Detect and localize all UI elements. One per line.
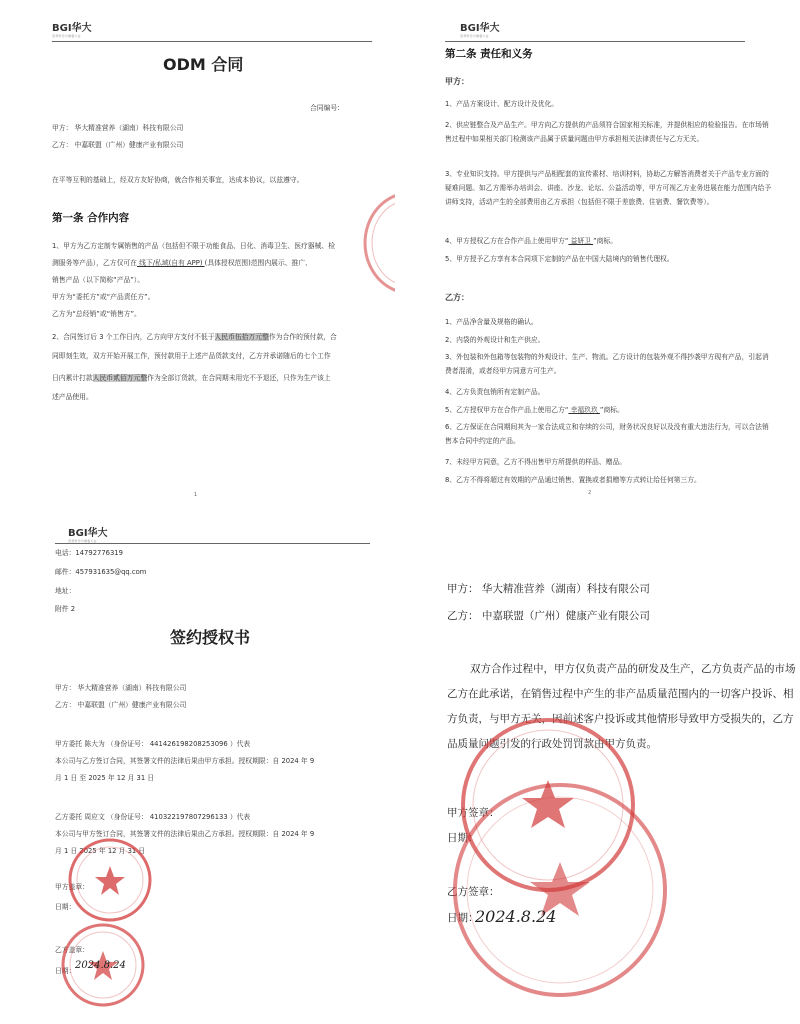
obligation-b2: 2、内袋的外观设计和生产供应。 bbox=[445, 336, 545, 344]
party-a: 甲方： 华大精准营养（湖南）科技有限公司 bbox=[55, 684, 187, 692]
phone-number: 电话：14792776319 bbox=[55, 549, 123, 557]
attachment-label: 附件 2 bbox=[55, 605, 76, 613]
obligation-a3: 3、专业知识支持。甲方提供与产品相配套的宣传素材、培训材料，协助乙方解答消费者关于产品专业方面的疑难问题。如乙方需举办培训会、讲座、沙龙、论坛、公益活动等，甲方可视乙方业务进展在能力范围内给予讲师支持，活动产生的全部费用由乙方承担（包括但不限于差旅费、住宿费、餐饮费等）。 bbox=[445, 170, 772, 206]
trademark-b: 幸福玖玖 bbox=[568, 406, 600, 414]
trademark-a: 益妍卫 bbox=[568, 237, 594, 245]
body-line: 品质量问题引发的行政处罚罚款由甲方负责。 bbox=[447, 738, 657, 750]
obligation-b8: 8、乙方不得将超过有效期的产品通过销售、置换或者捐赠等方式转让给任何第三方。 bbox=[445, 476, 701, 484]
obligation-a4 bbox=[445, 237, 617, 246]
section-heading: 第二条 责任和义务 bbox=[445, 48, 533, 60]
page-number: 1 bbox=[194, 492, 198, 498]
header-rule bbox=[55, 543, 370, 544]
paragraph-line bbox=[52, 333, 337, 342]
obligation-b1: 1、产品净含量及规格的确认。 bbox=[445, 318, 538, 326]
text-run: 日内累计打款 bbox=[52, 374, 93, 382]
party-a-seal bbox=[65, 835, 155, 925]
body-line: 乙方在此承诺，在销售过程中产生的非产品质量范围内的一切客户投诉、相 bbox=[447, 688, 794, 700]
party-a-label: 甲方： bbox=[445, 77, 469, 86]
paragraph-line: 同即刻生效，双方开始开展工作，预付款用于上述产品货款支付，乙方并承诺随后的七个工作 bbox=[52, 352, 331, 360]
text-run: 5、乙方授权甲方在合作产品上使用乙方“ bbox=[445, 406, 569, 414]
contract-number: 合同编号: bbox=[310, 104, 340, 112]
bgi-logo bbox=[68, 524, 108, 543]
seal-stamp-partial bbox=[358, 188, 395, 298]
authorization-b-line: 乙方委托 周应文 （身份证号： 410322197807296133 ）代表 bbox=[55, 813, 251, 821]
party-b-sign-label: 乙方签章： bbox=[447, 886, 500, 898]
header-rule bbox=[52, 41, 372, 42]
paragraph-line: 乙方为“总经销”或“销售方”。 bbox=[52, 310, 141, 318]
commitment-page bbox=[405, 515, 800, 1024]
paragraph-line bbox=[52, 374, 331, 383]
logo-tagline: 营养科学与健康大业 bbox=[460, 34, 489, 38]
page-title: ODM 合同 bbox=[163, 55, 244, 74]
body-line: 方负责，与甲方无关，因前述客户投诉或其他情形导致甲方受损失的，乙方 bbox=[447, 713, 794, 725]
party-b-seal-label: 乙方盖章： bbox=[55, 946, 89, 954]
obligation-b7: 7、未经甲方同意，乙方不得出售甲方所提供的样品、赠品。 bbox=[445, 458, 627, 466]
text-run: ”商标。 bbox=[593, 237, 618, 245]
address-label: 地址： bbox=[55, 587, 76, 595]
obligation-a5: 5、甲方授予乙方享有本合同项下定制的产品在中国大陆境内的销售代理权。 bbox=[445, 255, 674, 263]
logo-brand: BGI华大 bbox=[52, 23, 92, 34]
page-number: 2 bbox=[588, 490, 592, 496]
logo-tagline: 营养科学与健康大业 bbox=[52, 34, 81, 38]
body-line: 双方合作过程中，甲方仅负责产品的研发及生产，乙方负责产品的市场 bbox=[470, 663, 796, 675]
intro-text: 在平等互利的基础上，经双方友好协商，就合作相关事宜，达成本协议，以兹遵守。 bbox=[52, 176, 304, 184]
party-a-date-label: 日期： bbox=[447, 832, 479, 844]
text-run: 测服务等产品），乙方仅可在 bbox=[52, 259, 137, 267]
obligation-b4: 4、乙方负责包销所有定制产品。 bbox=[445, 388, 545, 396]
paragraph-line: 甲方为“委托方”或“产品责任方”。 bbox=[52, 293, 155, 301]
handwritten-date: 2024.8.24 bbox=[75, 960, 126, 971]
text-run: 4、甲方授权乙方在合作产品上使用甲方“ bbox=[445, 237, 569, 245]
party-a-seal-label: 甲方盖章： bbox=[55, 883, 89, 891]
logo-brand: BGI华大 bbox=[460, 23, 500, 34]
authorization-a-line: 月 1 日 至 2025 年 12 月 31 日 bbox=[55, 774, 155, 782]
text-run: 作为合作的预付款，合 bbox=[268, 333, 337, 341]
authorization-a-line: 本公司与乙方签订合同，其签署文件的法律后果由甲方承担。授权期限：自 2024 年 9 bbox=[55, 757, 315, 765]
party-b-date-label: 日期： bbox=[55, 967, 76, 975]
obligation-b6: 6、乙方保证在合同期间其为一家合法成立和存续的公司，财务状况良好以及没有重大违法行为，可以合法销售本合同中约定的产品。 bbox=[445, 423, 769, 445]
contract-page-2 bbox=[405, 0, 800, 505]
bgi-logo bbox=[52, 19, 92, 38]
party-b: 乙方： 中嘉联盟（广州）健康产业有限公司 bbox=[55, 701, 187, 709]
obligation-b3: 3、外包装和外包箱等包装物的外观设计、生产、物流。乙方设计的包装外观不得抄袭甲方现有产品，引起消费者混淆，或者经甲方同意方可生产。 bbox=[445, 353, 769, 375]
party-b-date-label: 日期： bbox=[447, 912, 479, 924]
logo-brand: BGI华大 bbox=[68, 528, 108, 539]
prepayment-amount: 人民币伍拾万元整 bbox=[214, 333, 269, 341]
paragraph-line bbox=[52, 259, 312, 268]
party-b-label: 乙方： bbox=[445, 293, 469, 302]
logo-tagline: 营养科学与健康大业 bbox=[68, 539, 97, 543]
authorization-b-line: 月 1 日 2025 年 12 月 31 日 bbox=[55, 847, 146, 855]
party-a-sign-label: 甲方签章： bbox=[447, 807, 500, 819]
page-title: 签约授权书 bbox=[170, 628, 251, 647]
sales-channel: 线下/私域(自有 APP) bbox=[136, 259, 205, 267]
header-rule bbox=[445, 41, 745, 42]
total-amount: 人民币贰佰万元整 bbox=[92, 374, 148, 382]
party-a-date-label: 日期： bbox=[55, 903, 76, 911]
party-b-company-seal bbox=[440, 770, 680, 1010]
bgi-logo bbox=[460, 19, 500, 38]
text-run: (具体授权范围)范围内展示、推广、 bbox=[204, 259, 312, 267]
text-run: 作为全部订货款，在合同期未用完不予退还，只作为生产该上 bbox=[147, 374, 331, 382]
paragraph-line: 销售产品（以下简称“产品”）。 bbox=[52, 276, 145, 284]
handwritten-date: 2024.8.24 bbox=[475, 907, 557, 926]
paragraph-line: 述产品使用。 bbox=[52, 393, 93, 401]
paragraph-line: 1、甲方为乙方定制专属销售的产品（包括但不限于功能食品、日化、消毒卫生、医疗器械、检 bbox=[52, 242, 335, 250]
email-address: 邮件：457931635@qq.com bbox=[55, 568, 147, 576]
party-a: 甲方： 华大精准营养（湖南）科技有限公司 bbox=[52, 124, 184, 132]
obligation-a1: 1、产品方案设计、配方设计及优化。 bbox=[445, 100, 559, 108]
text-run: ”商标。 bbox=[599, 406, 624, 414]
obligation-a2: 2、供应链整合及产品生产。甲方向乙方提供的产品须符合国家相关标准，并提供相应的检验报告。在市场销售过程中如果相关部门检测该产品属于质量问题由甲方承担相关法律责任与乙方无关。 bbox=[445, 121, 769, 143]
obligation-b5 bbox=[445, 406, 624, 415]
authorization-b-line: 本公司与甲方签订合同，其签署文件的法律后果由乙方承担。授权期限：自 2024 年 9 bbox=[55, 830, 315, 838]
party-a: 甲方： 华大精准营养（湖南）科技有限公司 bbox=[447, 583, 650, 595]
authorization-a-line: 甲方委托 陈大为 （身份证号： 441426198208253096 ）代表 bbox=[55, 740, 251, 748]
text-run: 2、合同签订后 3 个工作日内，乙方向甲方支付不低于 bbox=[52, 333, 215, 341]
party-b: 乙方： 中嘉联盟（广州）健康产业有限公司 bbox=[52, 141, 184, 149]
authorization-page bbox=[0, 515, 400, 1024]
section-heading: 第一条 合作内容 bbox=[52, 212, 130, 224]
party-b: 乙方： 中嘉联盟（广州）健康产业有限公司 bbox=[447, 610, 650, 622]
contract-page-1 bbox=[0, 0, 395, 505]
